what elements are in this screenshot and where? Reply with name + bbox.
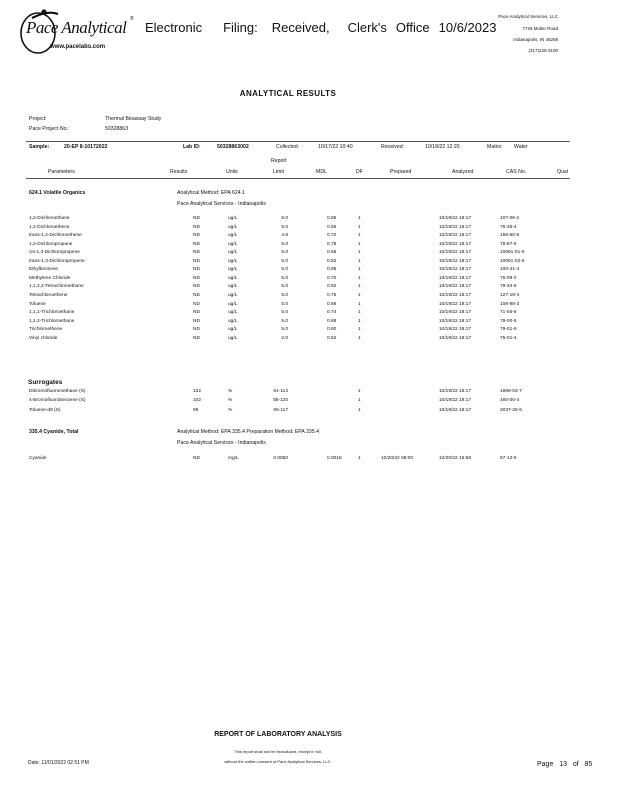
table-row (0, 398, 618, 407)
company-name: Pace Analytical Services, LLC (498, 14, 558, 19)
units-value: % (228, 407, 233, 413)
table-row (0, 408, 618, 417)
report-limit-value: 5.0 (281, 250, 288, 256)
units-value: % (228, 398, 233, 404)
cas-value: 460-00-4 (500, 398, 520, 404)
received-value: 10/18/22 12:20 (425, 144, 460, 150)
filing-word: Clerk's (347, 20, 387, 35)
parameter-name: Cyanide (29, 456, 47, 461)
units-value: ug/L (228, 310, 238, 316)
lab-id-value: 50328863002 (217, 144, 249, 150)
surrogates-heading: Surrogates (28, 379, 63, 386)
section-method: Analytical Method: EPA 335.4 Preparation Method: EPA 335.4 (177, 429, 319, 435)
filing-word: Filing: (223, 20, 258, 35)
col-analyzed: Analyzed (452, 169, 474, 175)
analyzed-value: 10/19/22 18:17 (439, 284, 472, 290)
parameter-name: trans-1,2-Dichloroethene (29, 233, 82, 239)
mdl-value: 0.74 (327, 310, 337, 316)
result-value: ND (193, 250, 200, 256)
sample-value: 20-EP 8-10172022 (64, 144, 108, 150)
collected-label: Collected: (276, 144, 300, 150)
result-value: ND (193, 233, 200, 239)
company-address: 7726 Moller Road (522, 26, 558, 31)
logo-url: www.pacelabs.com (50, 44, 106, 50)
cas-value: 108-88-3 (500, 301, 520, 307)
table-row (0, 336, 618, 345)
analyzed-value: 10/19/22 18:17 (439, 267, 472, 273)
company-phone: (317)228-3100 (528, 48, 558, 53)
units-value: ug/L (228, 224, 238, 230)
matrix-label: Matrix: (487, 144, 503, 150)
df-value: 1 (358, 327, 361, 333)
df-value: 1 (358, 318, 361, 324)
cas-value: 75-09-2 (500, 275, 517, 281)
parameter-name: 1,2-Dichloropropane (29, 241, 73, 247)
mdl-value: 0.95 (327, 267, 337, 273)
cas-value: 127-18-4 (500, 292, 520, 298)
report-limit-value: 2.0 (281, 335, 288, 341)
report-limit-value: 85-117 (273, 407, 288, 413)
report-limit-value: 5.0 (281, 241, 288, 247)
page-number (537, 761, 592, 768)
parameter-name: 1,2-Dichloroethane (29, 216, 70, 221)
report-limit-value: 5.0 (281, 318, 288, 324)
collected-value: 10/17/22 10:40 (318, 144, 353, 150)
result-value: ND (193, 216, 200, 221)
analyzed-value: 10/19/22 18:17 (439, 292, 472, 298)
df-value: 1 (358, 292, 361, 298)
df-value: 1 (358, 456, 361, 461)
cas-value: 2037-26-5 (500, 407, 522, 413)
parameter-name: Methylene Chloride (29, 275, 71, 281)
parameter-name: 1,1,1-Trichloroethane (29, 310, 75, 316)
units-value: ug/L (228, 284, 238, 290)
analyzed-value: 10/19/22 18:17 (439, 241, 472, 247)
mdl-value: 0.78 (327, 241, 337, 247)
result-value: ND (193, 456, 200, 461)
report-date: Date: 11/01/2022 02:51 PM (28, 760, 89, 766)
report-title: REPORT OF LABORATORY ANALYSIS (214, 731, 342, 738)
logo-wordmark: Pace Analytical (26, 18, 127, 37)
df-value: 1 (358, 216, 361, 221)
col-report-limit-top: Report (271, 158, 287, 164)
parameter-name: 4-Bromofluorobenzene (S) (29, 398, 86, 404)
col-report-limit-bottom: Limit (273, 169, 284, 175)
report-limit-value: 5.0 (281, 216, 288, 221)
filing-stamp (145, 20, 496, 35)
df-value: 1 (358, 250, 361, 256)
section-method: Analytical Method: EPA 624.1 (177, 190, 245, 196)
parameter-name: Trichloroethene (29, 327, 63, 333)
report-limit-value: 5.0 (281, 301, 288, 307)
report-limit-value: 5.0 (281, 284, 288, 290)
units-value: ug/L (228, 267, 238, 273)
cas-value: 71-55-6 (500, 310, 517, 316)
filing-word: Electronic (145, 20, 203, 35)
page-total: 85 (584, 761, 593, 768)
section-lab: Pace Analytical Services - Indianapolis (177, 201, 266, 207)
result-value: ND (193, 241, 200, 247)
report-limit-value: 0.0050 (273, 456, 288, 461)
cas-value: 1868-53-7 (500, 389, 522, 394)
units-value: ug/L (228, 216, 238, 221)
result-value: ND (193, 310, 200, 316)
units-value: ug/L (228, 250, 238, 256)
df-value: 1 (358, 224, 361, 230)
units-value: ug/L (228, 292, 238, 298)
col-units: Units (226, 169, 238, 175)
section-name: 624.1 Volatile Organics (29, 190, 86, 196)
df-value: 1 (358, 241, 361, 247)
report-limit-value: 61-114 (273, 389, 288, 394)
table-row (0, 389, 618, 398)
result-value: 102 (193, 389, 202, 394)
df-value: 1 (358, 389, 361, 394)
parameter-name: 1,1,2,2-Tetrachloroethane (29, 284, 84, 290)
result-value: ND (193, 327, 200, 333)
analyzed-value: 10/19/22 18:17 (439, 250, 472, 256)
parameter-name: trans-1,3-Dichloropropene (29, 258, 85, 264)
result-value: 102 (193, 398, 202, 404)
df-value: 1 (358, 301, 361, 307)
company-city: Indianapolis, IN 46268 (513, 37, 558, 42)
cas-value: 156-60-5 (500, 233, 520, 239)
filing-word: 10/6/2023 (438, 20, 497, 35)
report-limit-value: 5.0 (281, 224, 288, 230)
analyzed-value: 10/19/22 18:17 (439, 233, 472, 239)
project-label: Project: (29, 116, 47, 122)
analyzed-value: 10/19/22 18:17 (439, 398, 472, 404)
cas-value: 10061-02-6 (500, 258, 525, 264)
page-current: 13 (559, 761, 567, 768)
cas-value: 78-87-5 (500, 241, 517, 247)
units-value: ug/L (228, 275, 238, 281)
prepared-value: 10/20/22 08:00 (381, 456, 414, 461)
df-value: 1 (358, 284, 361, 290)
result-value: 99 (193, 407, 199, 413)
col-qual: Qual (557, 169, 568, 175)
df-value: 1 (358, 398, 361, 404)
project-no-value: 50328863 (105, 126, 129, 132)
cas-value: 57-12-5 (500, 456, 517, 461)
report-limit-value: 4.8 (281, 233, 288, 239)
df-value: 1 (358, 233, 361, 239)
units-value: ug/L (228, 327, 238, 333)
result-value: ND (193, 335, 200, 341)
analyzed-value: 10/19/22 18:17 (439, 216, 472, 221)
mdl-value: 0.82 (327, 258, 337, 264)
mdl-value: 0.88 (327, 318, 337, 324)
mdl-value: 0.0018 (327, 456, 342, 461)
units-value: ug/L (228, 318, 238, 324)
parameter-name: Toluene (29, 301, 46, 307)
mdl-value: 0.80 (327, 327, 337, 333)
col-parameters: Parameters (48, 169, 75, 175)
units-value: % (228, 389, 233, 394)
units-value: ug/L (228, 241, 238, 247)
df-value: 1 (358, 335, 361, 341)
footer-note: without the written consent of Pace Analytical Services, LLC. (224, 759, 332, 764)
analyzed-value: 10/20/22 15:58 (439, 456, 472, 461)
mdl-value: 0.56 (327, 224, 337, 230)
page-of: of (572, 761, 579, 768)
logo-trademark: ® (130, 16, 134, 22)
col-mdl: MDL (316, 169, 327, 175)
analyzed-value: 10/19/22 18:17 (439, 310, 472, 316)
analyzed-value: 10/19/22 18:17 (439, 335, 472, 341)
df-value: 1 (358, 407, 361, 413)
mdl-value: 0.52 (327, 335, 337, 341)
col-prepared: Prepared (390, 169, 412, 175)
df-value: 1 (358, 310, 361, 316)
page-label: Page (537, 761, 554, 768)
filing-word: Office (395, 20, 430, 35)
page-title: ANALYTICAL RESULTS (239, 89, 337, 98)
df-value: 1 (358, 267, 361, 273)
result-value: ND (193, 284, 200, 290)
analyzed-value: 10/19/22 18:17 (439, 275, 472, 281)
df-value: 1 (358, 275, 361, 281)
report-limit-value: 5.0 (281, 292, 288, 298)
analyzed-value: 10/19/22 18:17 (439, 258, 472, 264)
result-value: ND (193, 275, 200, 281)
result-value: ND (193, 224, 200, 230)
parameter-name: 1,1,2-Trichloroethane (29, 318, 75, 324)
analyzed-value: 10/19/22 18:17 (439, 318, 472, 324)
parameter-name: Tetrachloroethene (29, 292, 68, 298)
mdl-value: 0.72 (327, 233, 337, 239)
sample-label: Sample: (29, 144, 50, 150)
df-value: 1 (358, 258, 361, 264)
cas-value: 75-35-4 (500, 224, 517, 230)
cas-value: 79-00-5 (500, 318, 517, 324)
analyzed-value: 10/19/22 18:17 (439, 327, 472, 333)
result-value: ND (193, 292, 200, 298)
analyzed-value: 10/19/22 18:17 (439, 389, 472, 394)
report-limit-value: 5.0 (281, 267, 288, 273)
lab-id-label: Lab ID: (183, 144, 201, 150)
parameter-name: Ethylbenzene (29, 267, 59, 273)
mdl-value: 0.86 (327, 301, 337, 307)
result-value: ND (193, 258, 200, 264)
divider (26, 141, 570, 142)
project-no-label: Pace Project No.: (29, 126, 70, 132)
cas-value: 10061-01-5 (500, 250, 525, 256)
analyzed-value: 10/19/22 18:17 (439, 224, 472, 230)
analyzed-value: 10/19/22 18:17 (439, 301, 472, 307)
units-value: ug/L (228, 233, 238, 239)
report-limit-value: 5.0 (281, 327, 288, 333)
result-value: ND (193, 318, 200, 324)
units-value: ug/L (228, 301, 238, 307)
parameter-name: cis-1,3-Dichloropropene (29, 250, 80, 256)
project-value: Thermal Bioassay Study (105, 116, 162, 122)
cas-value: 75-01-4 (500, 335, 517, 341)
footer-note: This report shall not be reproduced, except in full, (234, 749, 322, 754)
report-limit-value: 85-120 (273, 398, 288, 404)
result-value: ND (193, 267, 200, 273)
col-results: Results (170, 169, 188, 175)
filing-word: Received, (271, 20, 330, 35)
report-limit-value: 5.0 (281, 310, 288, 316)
col-cas: CAS No. (506, 169, 527, 175)
cas-value: 79-01-6 (500, 327, 517, 333)
report-limit-value: 5.0 (281, 258, 288, 264)
col-df: DF (356, 169, 363, 175)
received-label: Received: (381, 144, 405, 150)
table-row (0, 456, 618, 465)
parameter-name: Toluene-d8 (S) (29, 407, 61, 413)
cas-value: 79-34-5 (500, 284, 517, 290)
section-lab: Pace Analytical Services - Indianapolis (177, 440, 266, 446)
units-value: ug/L (228, 258, 238, 264)
analyzed-value: 10/19/22 18:17 (439, 407, 472, 413)
cas-value: 107-06-2 (500, 216, 520, 221)
result-value: ND (193, 301, 200, 307)
parameter-name: Vinyl chloride (29, 335, 58, 341)
mdl-value: 0.66 (327, 250, 337, 256)
report-limit-value: 5.0 (281, 275, 288, 281)
parameter-name: 1,1-Dichloroethene (29, 224, 70, 230)
mdl-value: 0.82 (327, 284, 337, 290)
parameter-name: Dibromofluoromethane (S) (29, 389, 86, 394)
divider (26, 178, 570, 179)
mdl-value: 0.85 (327, 216, 337, 221)
units-value: mg/L (228, 456, 239, 461)
mdl-value: 0.70 (327, 275, 337, 281)
units-value: ug/L (228, 335, 238, 341)
mdl-value: 0.75 (327, 292, 337, 298)
section-name: 335.4 Cyanide, Total (29, 429, 79, 435)
cas-value: 100-41-4 (500, 267, 520, 273)
matrix-value: Water (514, 144, 528, 150)
